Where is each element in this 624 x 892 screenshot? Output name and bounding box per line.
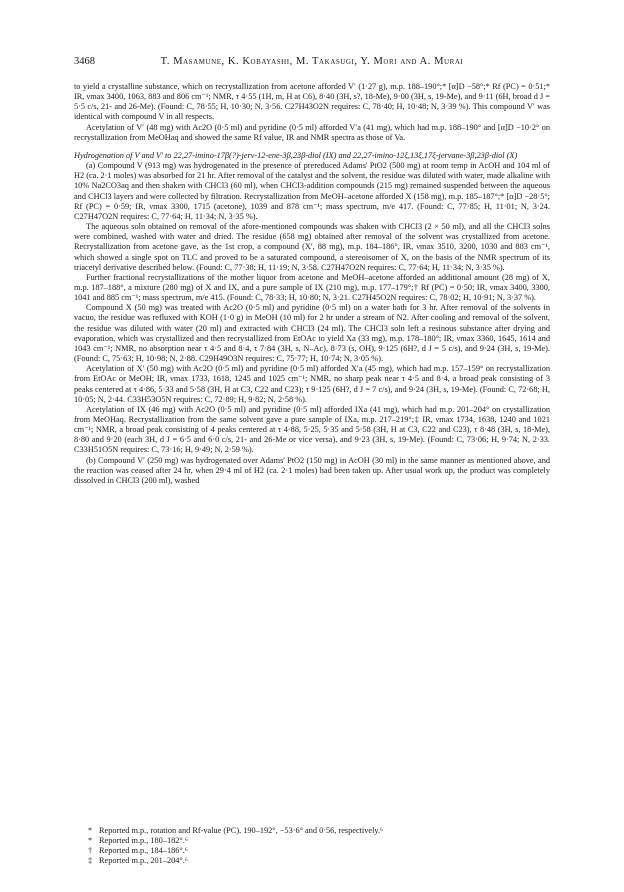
footnote — [88, 846, 548, 856]
paragraph: Acetylation of X′ (50 mg) with Ac2O (0·5 ml) and pyridine (0·5 ml) afforded X′a (45 mg), which had m.p. 157–159° on recrystallization from EtOAc or MeOH; IR, νmax 1733, 1618, 1245 and 1025 cm⁻¹; NMR, no sharp peak near τ 4·5 and 8·4, a broad peak consisting of 3 peaks centered at τ 4·86, 5·33 and 5·58 (3H, H at C3, C22 and C23); τ 9·125 (6H?, d J = 7 c/s), and 9·24 (3H, s, 19-Me). (Found: C, 72·68; H, 10·05; N, 2·44. C33H53O5N requires: C, 72·89; H, 9·82; N, 2·58 %). — [74, 364, 550, 404]
paragraph: Further fractional recrystallizations of the mother liquor from acetone and MeOH–acetone afforded an additional amount (28 mg) of X, m.p. 187–188°, a mixture (280 mg) of X and IX, and a pure sample of IX (210 mg), m.p. 177–179°;† Rf (PC) = 0·50; IR, νmax 3400, 3300, 1041 and 885 cm⁻¹; mass spectrum, m/e 415. (Found: C, 78·33; H, 10·80; N, 3·21. C27H45O2N requires: C, 78·02; H, 10·91; N, 3·37 %). — [74, 272, 550, 303]
paragraph: Compound X (50 mg) was treated with Ac2O (0·5 ml) and pyridine (0·5 ml) on a water bath for 3 hr. After removal of the solvents in vacuo, the residue was refluxed with KOH (1·0 g) in MeOH (10 ml) for 2 hr under a stream of N2. After cooling and removal of the solvent, the residue was diluted with water (20 ml) and extracted with CHCl3 (24 ml). The CHCl3 soln left a resinous substance after drying and evaporation, which was crystallized and then recrystallized from EtOAc to yield Xa (33 mg), m.p. 178–180°; IR, νmax 3360, 1645, 1614 and 1043 cm⁻¹; NMR, no absorption near τ 4·5 and 8·4, τ 7·84 (3H, s, N–Ac), 8·73 (s, OH), 9·125 (6H?, d J = 5 c/s), and 9·24 (3H, s, 19-Me). (Found: C, 75·63; H, 10·98; N, 2·88. C29H49O3N requires: C, 75·77; H, 10·74; N, 3·05 %). — [74, 303, 550, 364]
footnote-text: Reported m.p., 180–182°.⁶ — [99, 836, 188, 846]
paragraph: Acetylation of V′ (48 mg) with Ac2O (0·5 ml) and pyridine (0·5 ml) afforded V′a (41 mg), which had m.p. 188–190° and [α]D −10·2° on recrystallization from MeOHaq and showed the same Rf value, IR and NMR spectra as those of Va. — [74, 122, 550, 142]
page-header — [74, 56, 550, 70]
footnote-text: Reported m.p., 184–186°.⁶ — [99, 846, 188, 856]
footnote-mark: ‡ — [88, 856, 93, 866]
footnote-mark: * — [88, 826, 93, 835]
footnote — [88, 836, 548, 846]
paragraph: (a) Compound V (913 mg) was hydrogenated in the presence of prereduced Adams' PtO2 (500 mg) at room temp in AcOH and 104 ml of H2 (ca. 2·1 moles) was absorbed for 21 hr. After removal of the catalyst and the solvent, the residue was diluted with water, made alkaline with 10% Na2CO3aq and then shaken with CHCl3 (60 ml), when CHCl3-addition compounds (215 mg) remained suspended between the aqueous and CHCl3 layers and were collected by filtration. Recrystallization from MeOH–acetone afforded X (158 mg), m.p. 185–187°;* [α]D −28·5°; Rf (PC) = 0·59; IR, νmax 3300, 1715 (acetone), 1039 and 878 cm⁻¹; mass spectrum, m/e 417. (Found: C, 77·85; H, 11·01; N, 3·24. C27H47O2N requires: C, 77·64; H, 11·34; N, 3·35 %). — [74, 161, 550, 221]
footnote-text: Reported m.p., 201–204°.⁶ — [99, 856, 188, 866]
running-title: T. Masamune, K. Kobayashi, M. Takasugi, Y. Mori and A. Murai — [160, 56, 464, 67]
footnote — [88, 826, 548, 836]
paragraph: (b) Compound V′ (250 mg) was hydrogenated over Adams' PtO2 (150 mg) in AcOH (30 ml) in the same manner as mentioned above, and the reaction was ceased after 24 hr, when 29·4 ml of H2 (ca. 2·1 moles) had been taken up. After usual work up, the product was completely dissolved in CHCl3 (200 ml), washed — [74, 455, 550, 485]
section-heading: Hydrogenation of V and V′ to 22,27-imino-17β(?)-jerv-12-ene-3β,23β-diol (IX) and 22,27-imino-12ξ,13ξ,17ξ-jervane-3β,23β-diol (X) — [74, 150, 518, 160]
paragraph: The aqueous soln obtained on removal of the afore-mentioned compounds was shaken with CHCl3 (2 × 50 ml), and all the CHCl3 solns were combined, washed with water and dried. The residue (658 mg) obtained after removal of the solvent was crystallized from acetone. Recrystallization from acetone gave, as the 1st crop, a compound (X′, 88 mg), m.p. 184–186°, IR, νmax 3510, 3200, 1030 and 883 cm⁻¹, which showed a single spot on TLC and proved to be a saturated compound, a stereoisomer of X, on the basis of the NMR spectrum of its triacetyl derivative described below. (Found: C, 77·38; H, 11·19; N, 3·58. C27H47O2N requires: C, 77·64; H, 11·34; N, 3·35 %). — [74, 222, 550, 272]
paragraph: Acetylation of IX (46 mg) with Ac2O (0·5 ml) and pyridine (0·5 ml) afforded IXa (41 mg), which had m.p. 201–204° on crystallization from MeOHaq. Recrystallization from the same solvent gave a pure sample of IXa, m.p. 217–219°;‡ IR, νmax 1734, 1638, 1240 and 1021 cm⁻¹; NMR, a broad peak consisting of 4 peaks centered at τ 4·88, 5·25, 5·35 and 5·58 (3H, H at C3, C22 and C23), τ 8·48 (3H, s, 18-Me), 8·80 and 9·20 (each 3H, d J = 6·5 and 6·0 c/s, 21- and 26-Me or vice versa), and 9·23 (3H, s, 19-Me). (Found: C, 73·06; H, 9·74; N, 2·33. C33H51O5N requires: C, 73·16; H, 9·49; N, 2·59 %). — [74, 404, 550, 455]
footnotes — [88, 826, 548, 867]
page-number: 3468 — [74, 56, 95, 67]
footnote-text: Reported m.p., rotation and Rf-value (PC), 190–192°, −53·6° and 0·56, respectively.⁶ — [99, 826, 383, 835]
footnote — [88, 856, 548, 866]
article-body — [74, 82, 550, 486]
footnote-mark: † — [88, 846, 93, 856]
footnote-mark: * — [88, 836, 93, 846]
paragraph: to yield a crystalline substance, which on recrystallization from acetone afforded V′ (1·27 g), m.p. 188–190°;* [α]D −58°;* Rf (PC) = 0·51;* IR, νmax 3400, 1063, 883 and 806 cm⁻¹; NMR, τ 4·55 (1H, m, H at C6), 8·40 (3H, s?, 18-Me), 9·00 (3H, s, 19-Me), and 9·11 (6H, broad d J = 5·5 c/s, 21- and 26-Me). (Found: C, 78·55; H, 10·30; N, 3·56. C27H43O2N requires: C, 78·40; H, 10·48; N, 3·39 %). This compound V′ was identical with compound V in all respects. — [74, 82, 550, 122]
